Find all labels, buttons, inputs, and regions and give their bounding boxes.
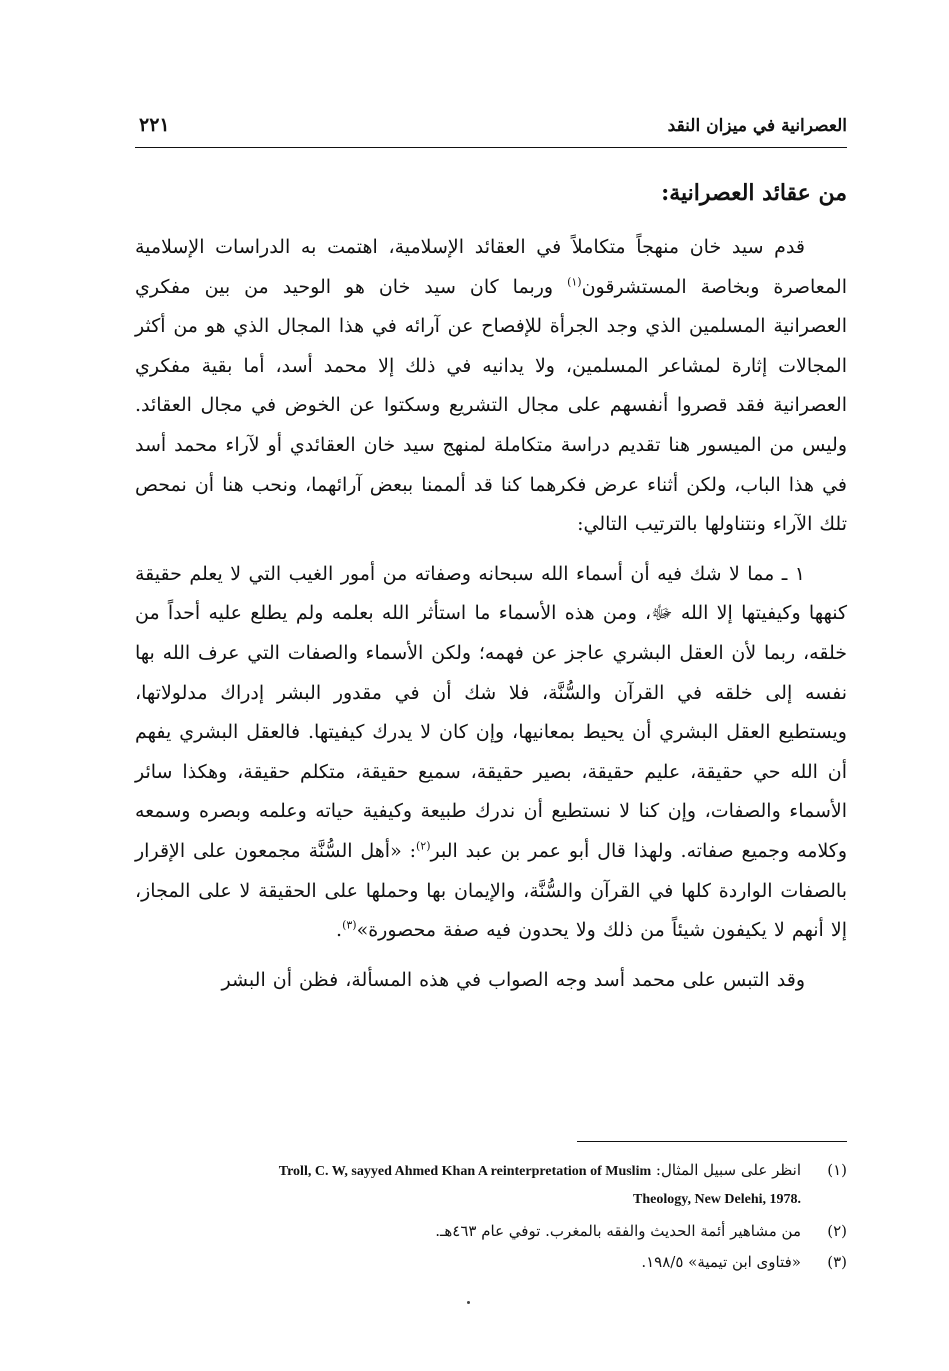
scan-speck: [467, 1301, 470, 1304]
footnote-ref-2[interactable]: (٢): [415, 839, 431, 853]
paragraph-text: ١ ـ مما لا شك فيه أن أسماء الله سبحانه وصفاته من أمور الغيب التي لا يعلم حقيقة كنهها وكيفيتها إلا الله ﷻ، ومن هذه الأسماء ما استأثر الله بعلمه ولم يطلع عليه أحداً من خلقه، ربما لأن العقل البشري عاجز عن فهمه؛ ولكن الأسماء والصفات التي عرف الله بها نفسه إلى خلقه في القرآن والسُّنَّة، فلا شك أن في مقدور البشر إدراك مدلولاتها، ويستطيع العقل البشري أن يحيط بمعانيها، وإن كان لا يدرك كيفيتها. فالعقل البشري يفهم أن الله حي حقيقة، عليم حقيقة، بصير حقيقة، سميع حقيقة، متكلم حقيقة، وهكذا سائر الأسماء والصفات، وإن كنا لا نستطيع أن ندرك طبيعة وكيفية حياته وعلمه وبصره وسمعه وكلامه وجميع صفاته. ولهذا قال أبو عمر بن عبد البر: [135, 562, 847, 862]
header-rule: [135, 147, 847, 148]
running-title: العصرانية في ميزان النقد: [667, 116, 847, 136]
paragraph-continuation: [135, 961, 847, 1001]
paragraph-text: .: [336, 919, 343, 942]
footnote-text: من مشاهير أئمة الحديث والفقه بالمغرب. توفي عام ٤٦٣هـ.: [435, 1222, 801, 1240]
footnote-number: (١): [827, 1161, 847, 1179]
paragraph-text: : «أهل السُّنَّة مجمعون على الإقرار بالصفات الواردة كلها في القرآن والسُّنَّة، والإيمان بها وحملها على الحقيقة لا على المجاز، إلا أنهم لا يكيفون شيئاً من ذلك ولا يحدون فيه صفة محصورة»: [135, 839, 847, 942]
footnote-number: (٣): [827, 1253, 847, 1271]
paragraph-intro: [135, 228, 847, 545]
paragraph-text: قدم سيد خان منهجاً متكاملاً في العقائد الإسلامية، اهتمت به الدراسات الإسلامية المعاصرة وبخاصة المستشرقون: [135, 236, 847, 298]
footnote-ref-1[interactable]: (١): [567, 275, 582, 289]
footnotes: [135, 1156, 847, 1279]
paragraph-text: وربما كان سيد خان هو الوحيد من بين مفكري العصرانية المسلمين الذي وجد الجرأة للإفصاح عن آرائه في هذا المجال الذي هو من أكثر المجالات إثارة لمشاعر المسلمين، ولا يدانيه في ذلك إلا محمد أسد، أما بقية مفكري العصرانية فقد قصروا أنفسهم على مجال التشريع وسكتوا عن الخوض في مجال العقائد. وليس من الميسور هنا تقديم دراسة متكاملة لمنهج سيد خان العقائدي أو لآراء محمد أسد في هذا الباب، ولكن أثناء عرض فكرهما كنا قد ألممنا ببعض آرائهما، ونحب هنا أن نمحص تلك الآراء ونتناولها بالترتيب التالي:: [135, 275, 847, 536]
footnote-ref-3[interactable]: (٣): [342, 918, 357, 932]
page-number: ٢٢١: [139, 114, 170, 136]
footnote-3: [135, 1248, 847, 1276]
paragraph-point-1: [135, 555, 847, 951]
footnote-text: «فتاوى ابن تيمية» ١٩٨/٥.: [641, 1253, 801, 1271]
paragraph-text: وقد التبس على محمد أسد وجه الصواب في هذه المسألة، فظن أن البشر: [221, 968, 805, 991]
footnote-2: [135, 1217, 847, 1245]
footnote-text: انظر على سبيل المثال:: [655, 1161, 801, 1179]
section-title: من عقائد العصرانية:: [661, 180, 847, 206]
footnote-number: (٢): [827, 1222, 847, 1240]
footnote-latin-ref: Troll, C. W, sayyed Ahmed Khan A reinterpretation of Muslim: [278, 1164, 652, 1179]
footnote-rule: [577, 1141, 847, 1142]
body-text: [135, 228, 847, 1000]
page-header: [135, 112, 847, 146]
footnote-1: [135, 1156, 847, 1214]
footnote-latin-ref-cont: Theology, New Delehi, 1978.: [633, 1192, 801, 1207]
